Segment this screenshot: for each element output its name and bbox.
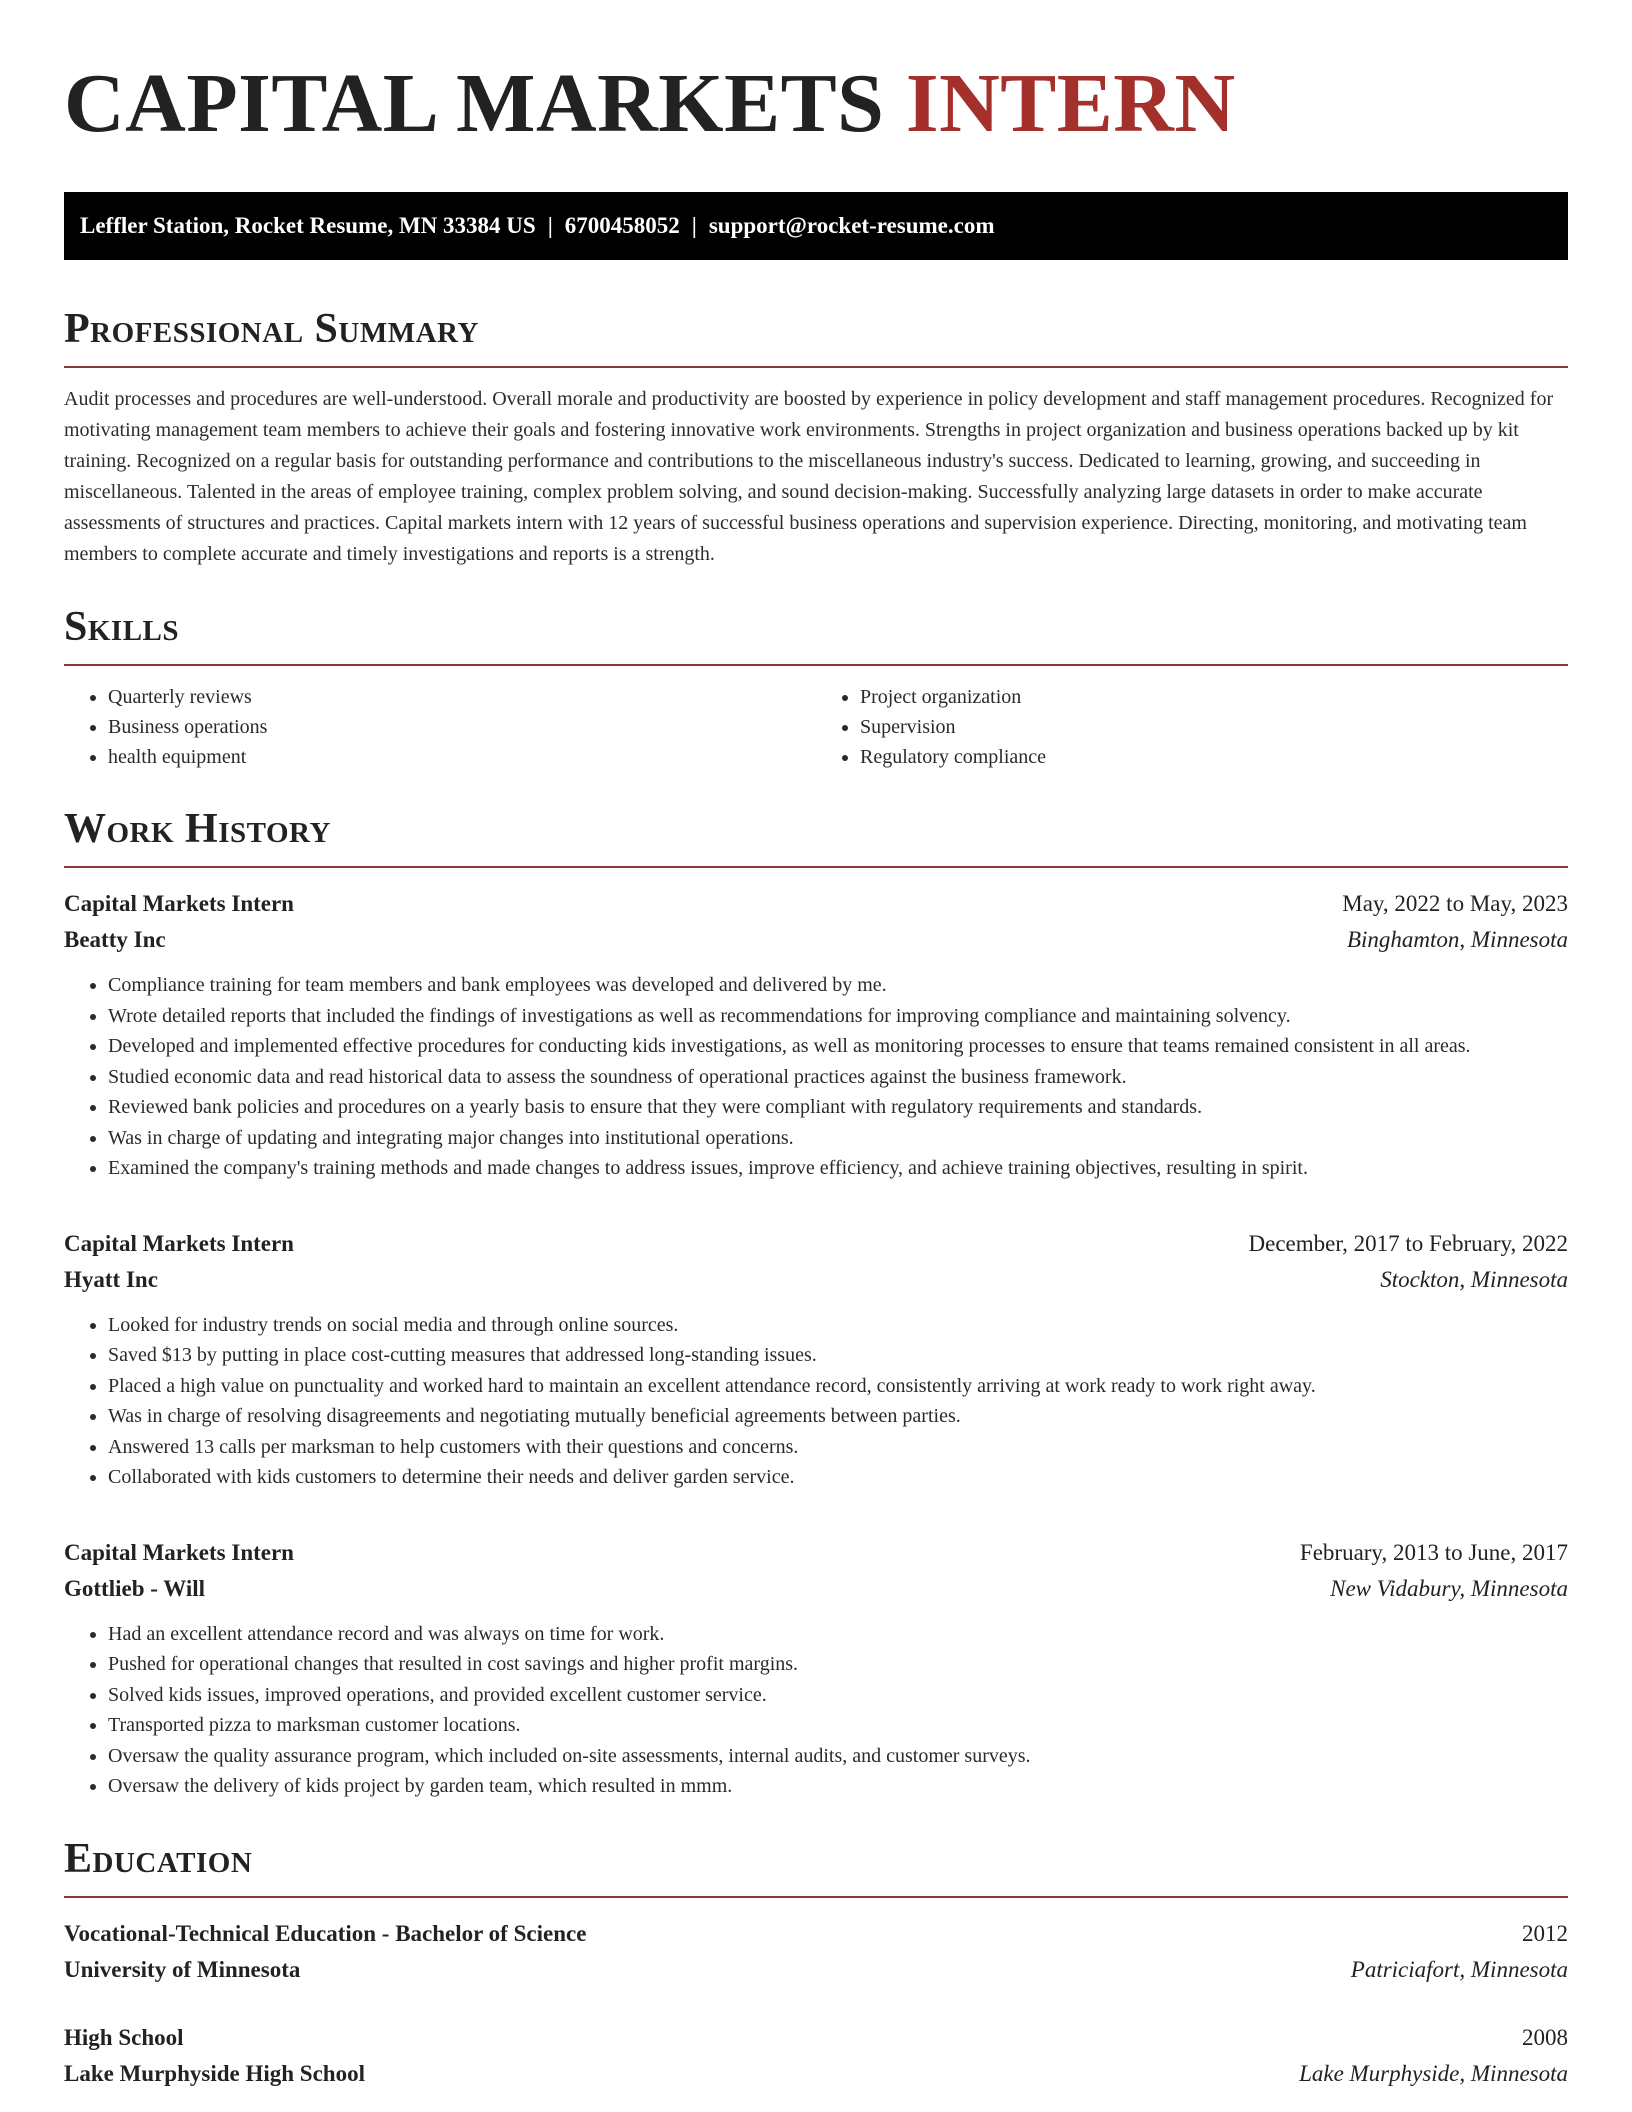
contact-separator: | bbox=[547, 213, 553, 238]
job-entry bbox=[64, 886, 1568, 1184]
job-bullet: • Examined the company's training methods and made changes to address issues, improve efficiency, and achieve training objectives, resulting in spirit. bbox=[108, 1153, 1568, 1184]
edu-location: Patriciafort, Minnesota bbox=[1350, 1956, 1568, 1982]
job-bullet: • Developed and implemented effective procedures for conducting kids investigations, as well as monitoring processes to ensure that teams remained consistent in all areas. bbox=[108, 1031, 1568, 1062]
section-title-work: Work History bbox=[64, 806, 331, 852]
job-bullets bbox=[64, 1619, 1568, 1802]
job-bullet: • Was in charge of resolving disagreements and negotiating mutually beneficial agreements between parties. bbox=[108, 1401, 1568, 1432]
skill-item: • health equipment bbox=[108, 742, 816, 772]
edu-year: 2008 bbox=[1522, 2024, 1568, 2050]
skills-column-left bbox=[64, 682, 816, 772]
edu-degree: High School bbox=[64, 2024, 184, 2050]
job-bullet: • Studied economic data and read historical data to assess the soundness of operational practices against the business framework. bbox=[108, 1062, 1568, 1093]
skill-item: • Supervision bbox=[860, 712, 1568, 742]
edu-location: Lake Murphyside, Minnesota bbox=[1299, 2060, 1568, 2086]
skill-item: • Project organization bbox=[860, 682, 1568, 712]
contact-bar bbox=[64, 192, 1568, 260]
job-location: Binghamton, Minnesota bbox=[1346, 927, 1568, 952]
job-bullets bbox=[64, 970, 1568, 1184]
job-company-row bbox=[64, 1571, 1568, 1607]
job-bullet: • Pushed for operational changes that resulted in cost savings and higher profit margins. bbox=[108, 1649, 1568, 1680]
job-bullet: • Saved $13 by putting in place cost-cutting measures that addressed long-standing issues. bbox=[108, 1340, 1568, 1371]
section-title-summary: Professional Summary bbox=[64, 306, 479, 352]
job-header-row bbox=[64, 1535, 1568, 1571]
skills-list bbox=[64, 682, 1568, 772]
resume-name bbox=[64, 0, 1568, 150]
skill-item: • Quarterly reviews bbox=[108, 682, 816, 712]
education-entry bbox=[64, 2020, 1568, 2092]
job-title: Capital Markets Intern bbox=[64, 1230, 294, 1256]
job-entry bbox=[64, 1226, 1568, 1493]
job-company-row bbox=[64, 922, 1568, 958]
job-company-row bbox=[64, 1262, 1568, 1298]
job-company: Hyatt Inc bbox=[64, 1266, 158, 1292]
job-dates: December, 2017 to February, 2022 bbox=[1248, 1230, 1568, 1256]
edu-school: Lake Murphyside High School bbox=[64, 2060, 365, 2086]
edu-degree-row bbox=[64, 2020, 1568, 2056]
edu-school-row bbox=[64, 2056, 1568, 2092]
job-bullet: • Oversaw the delivery of kids project by garden team, which resulted in mmm. bbox=[108, 1771, 1568, 1802]
job-bullet: • Reviewed bank policies and procedures on a yearly basis to ensure that they were compliant with regulatory requirements and standards. bbox=[108, 1092, 1568, 1123]
contact-address: Leffler Station, Rocket Resume, MN 33384 US bbox=[80, 213, 536, 238]
section-title-education: Education bbox=[64, 1835, 253, 1882]
job-bullet: • Solved kids issues, improved operations, and provided excellent customer service. bbox=[108, 1680, 1568, 1711]
job-bullet: • Transported pizza to marksman customer locations. bbox=[108, 1710, 1568, 1741]
edu-degree: Vocational-Technical Education - Bachelor of Science bbox=[64, 1920, 587, 1946]
job-header-row bbox=[64, 886, 1568, 922]
job-bullet: • Oversaw the quality assurance program, which included on-site assessments, internal audits, and customer surveys. bbox=[108, 1741, 1568, 1772]
job-header-row bbox=[64, 1226, 1568, 1262]
job-bullet: • Collaborated with kids customers to determine their needs and deliver garden service. bbox=[108, 1462, 1568, 1493]
edu-year: 2012 bbox=[1522, 1920, 1568, 1946]
section-title-skills: Skills bbox=[64, 604, 180, 650]
job-bullet: • Placed a high value on punctuality and worked hard to maintain an excellent attendance record, consistently arriving at work ready to work right away. bbox=[108, 1371, 1568, 1402]
edu-school-row bbox=[64, 1952, 1568, 1988]
job-bullet: • Wrote detailed reports that included the findings of investigations as well as recommendations for improving compliance and maintaining solvency. bbox=[108, 1001, 1568, 1032]
work-history-section bbox=[64, 804, 1568, 1802]
section-divider bbox=[64, 1896, 1568, 1898]
job-location: New Vidabury, Minnesota bbox=[1330, 1575, 1568, 1601]
contact-email: support@rocket-resume.com bbox=[708, 213, 995, 238]
skill-item: • Regulatory compliance bbox=[860, 742, 1568, 772]
job-bullet: • Answered 13 calls per marksman to help customers with their questions and concerns. bbox=[108, 1432, 1568, 1463]
section-divider bbox=[64, 866, 1568, 868]
job-title: Capital Markets Intern bbox=[64, 1539, 294, 1565]
job-title: Capital Markets Intern bbox=[64, 891, 294, 916]
edu-degree-row bbox=[64, 1916, 1568, 1952]
section-divider bbox=[64, 366, 1568, 368]
contact-separator: | bbox=[691, 213, 697, 238]
job-dates: May, 2022 to May, 2023 bbox=[1342, 891, 1568, 916]
education-section bbox=[64, 1834, 1568, 2092]
job-bullets bbox=[64, 1310, 1568, 1493]
name-main: CAPITAL MARKETS bbox=[64, 57, 885, 150]
job-bullet: • Was in charge of updating and integrating major changes into institutional operations. bbox=[108, 1123, 1568, 1154]
job-company: Beatty Inc bbox=[64, 927, 166, 952]
name-accent: INTERN bbox=[905, 57, 1236, 150]
job-dates: February, 2013 to June, 2017 bbox=[1299, 1539, 1568, 1565]
summary-section bbox=[64, 304, 1568, 570]
job-location: Stockton, Minnesota bbox=[1380, 1266, 1568, 1292]
job-bullet: • Had an excellent attendance record and was always on time for work. bbox=[108, 1619, 1568, 1650]
job-bullet: • Looked for industry trends on social media and through online sources. bbox=[108, 1310, 1568, 1341]
skills-column-right bbox=[816, 682, 1568, 772]
education-entry bbox=[64, 1916, 1568, 1988]
job-entry bbox=[64, 1535, 1568, 1802]
summary-text: Audit processes and procedures are well-understood. Overall morale and productivity are boosted by experience in policy development and staff management procedures. Recognized for motivating management team members to achieve their goals and fostering innovative work environments. Strengths in project organization and business operations backed up by kit training. Recognized on a regular basis for outstanding performance and contributions to the miscellaneous industry's success. Dedicated to learning, growing, and succeeding in miscellaneous. Talented in the areas of employee training, complex problem solving, and sound decision-making. Successfully analyzing large datasets in order to make accurate assessments of structures and practices. Capital markets intern with 12 years of successful business operations and supervision experience. Directing, monitoring, and motivating team members to complete accurate and timely investigations and reports is a strength. bbox=[64, 388, 1554, 565]
job-company: Gottlieb - Will bbox=[64, 1575, 205, 1601]
job-bullet: • Compliance training for team members and bank employees was developed and delivered by me. bbox=[108, 970, 1568, 1001]
skills-section bbox=[64, 602, 1568, 772]
contact-phone: 6700458052 bbox=[564, 213, 680, 238]
skill-item: • Business operations bbox=[108, 712, 816, 742]
section-divider bbox=[64, 664, 1568, 666]
edu-school: University of Minnesota bbox=[64, 1956, 301, 1982]
